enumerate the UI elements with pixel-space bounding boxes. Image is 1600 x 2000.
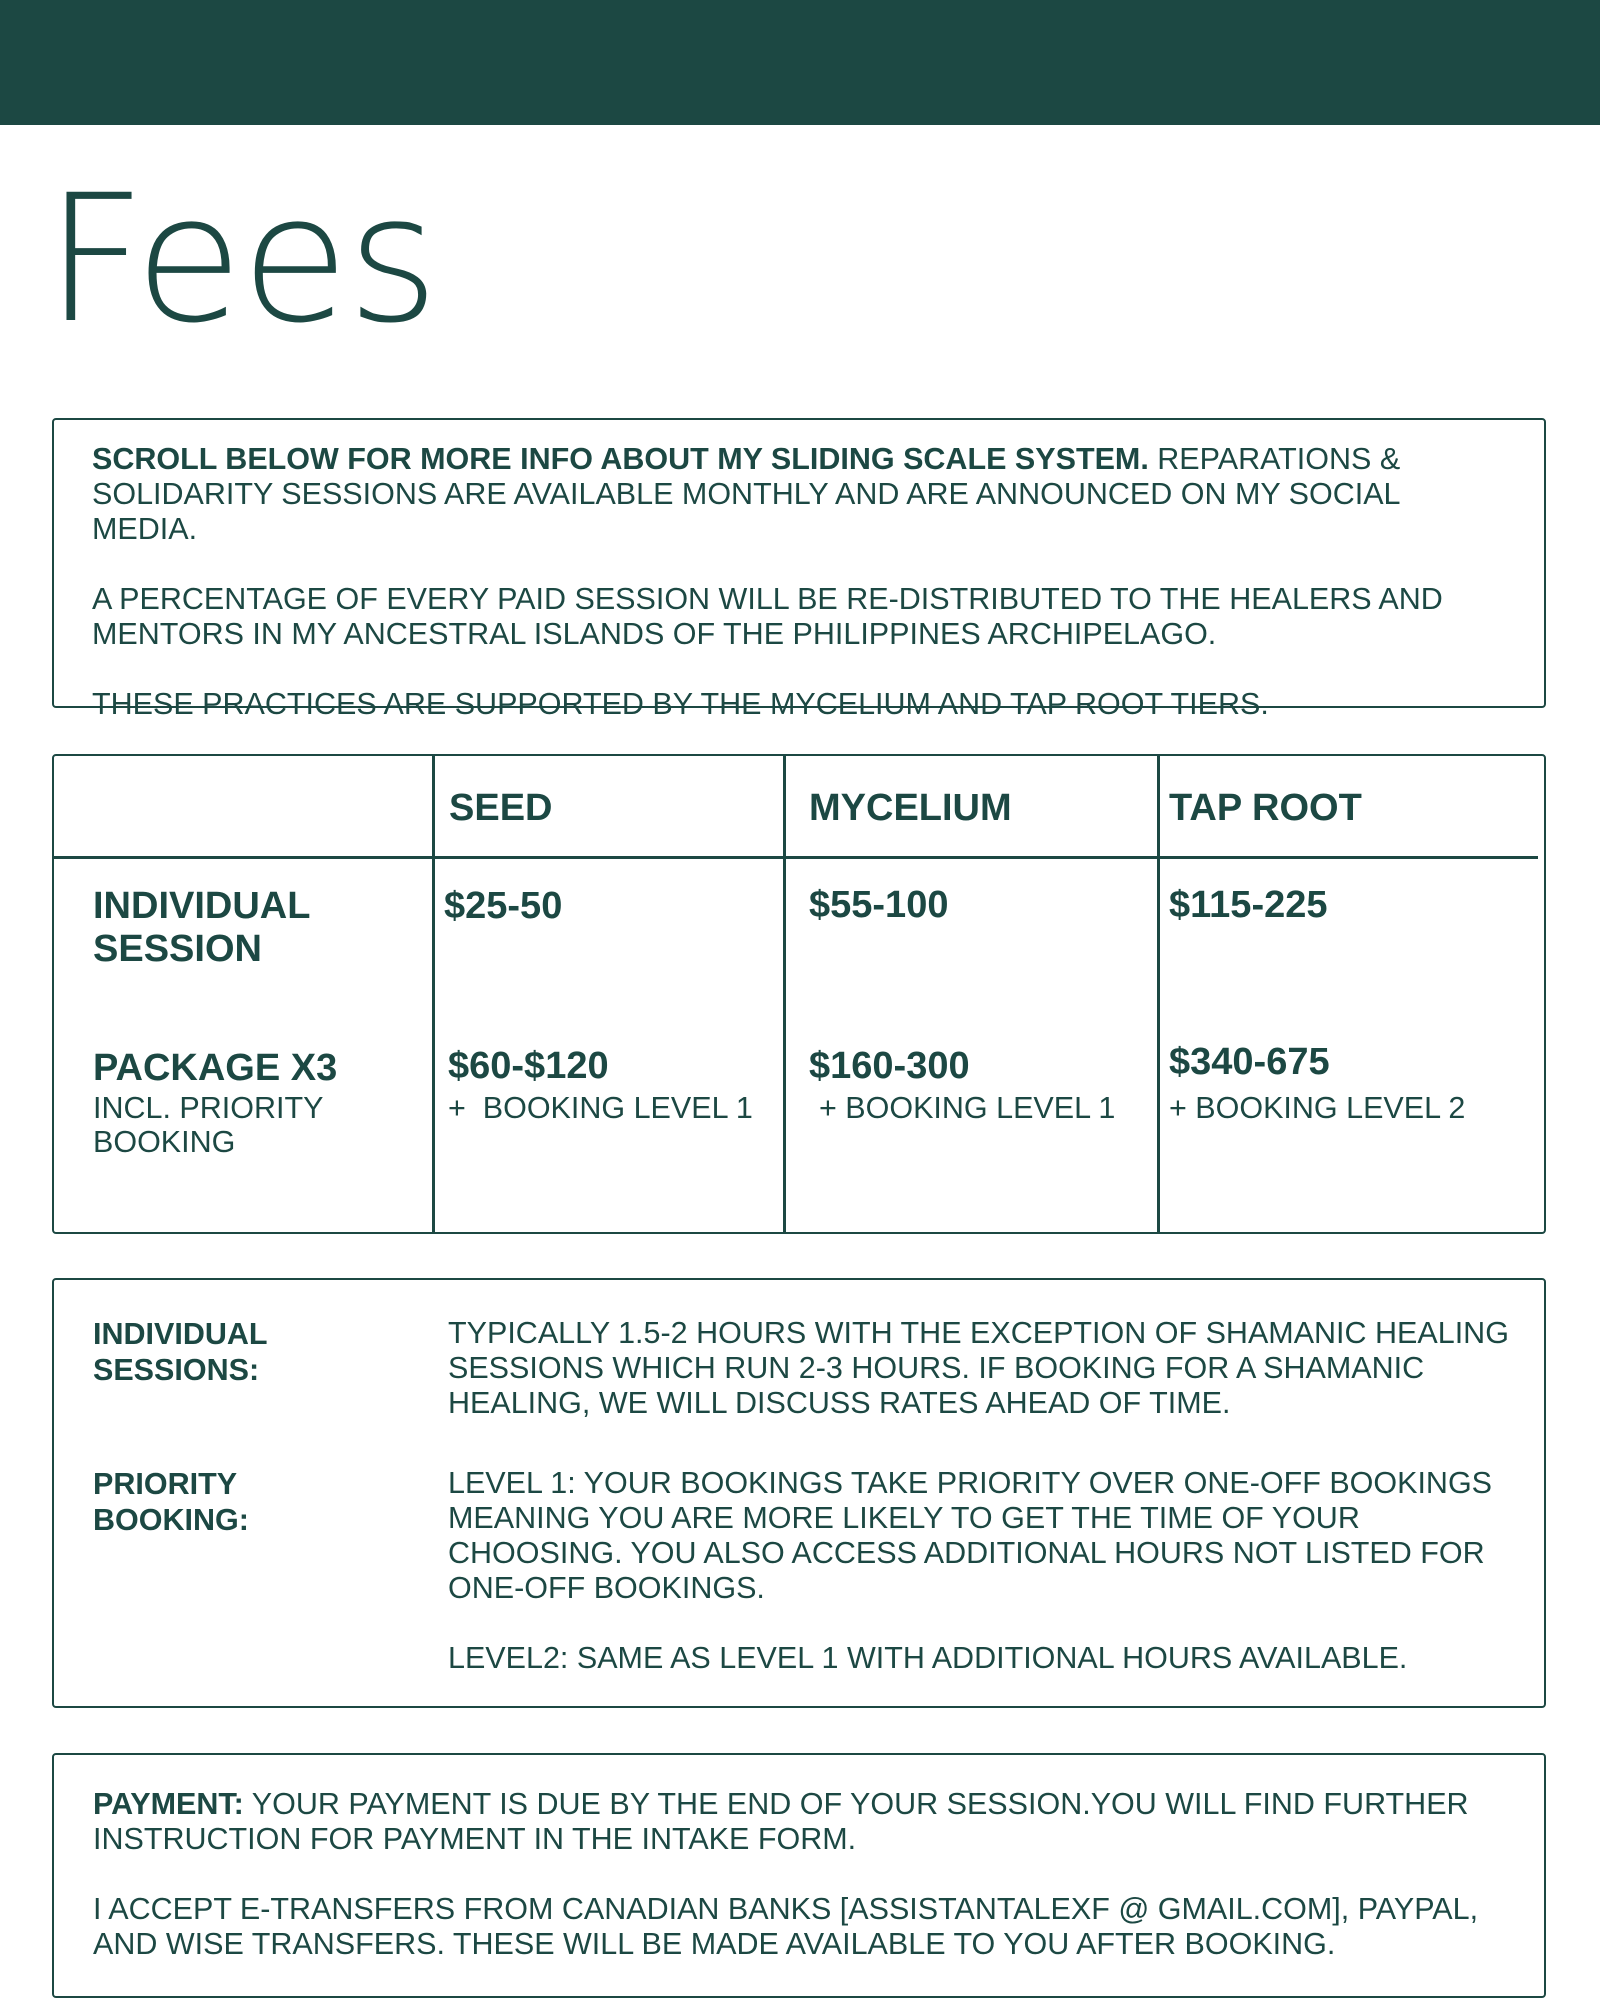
- intro-paragraph-3: THESE PRACTICES ARE SUPPORTED BY THE MYCELIUM AND TAP ROOT TIERS.: [92, 687, 1269, 721]
- page-title: Fees: [45, 157, 437, 362]
- top-banner: [0, 0, 1600, 125]
- column-divider: [783, 756, 786, 1232]
- price-seed-individual: $25-50: [444, 885, 563, 927]
- price-mycelium-package: $160-300: [809, 1045, 970, 1087]
- intro-lead-rest: REPARATIONS & SOLIDARITY SESSIONS ARE AVAILABLE MONTHLY AND ARE ANNOUNCED ON MY SOCIAL MEDIA.: [92, 442, 1401, 546]
- row-label-package: PACKAGE X3: [93, 1047, 338, 1089]
- definition-label-priority: PRIORITY: [93, 1467, 238, 1501]
- price-tap-root-package: $340-675: [1169, 1041, 1330, 1083]
- extra-tap-root-package: + BOOKING LEVEL 2: [1169, 1091, 1466, 1125]
- intro-box: [52, 418, 1546, 721]
- column-header-seed: SEED: [449, 787, 553, 829]
- column-divider: [432, 756, 435, 1232]
- column-header-mycelium: MYCELIUM: [809, 787, 1012, 829]
- payment-bold-lead: PAYMENT:: [93, 1787, 244, 1821]
- column-header-tap-root: TAP ROOT: [1169, 787, 1362, 829]
- intro-paragraph-1: [92, 442, 1508, 547]
- column-divider: [1157, 756, 1160, 1232]
- definition-text-level1: LEVEL 1: YOUR BOOKINGS TAKE PRIORITY OVER ONE-OFF BOOKINGS MEANING YOU ARE MORE LIKELY TO GET THE TIME OF YOUR CHOOSING. YOU ALSO ACCESS ADDITIONAL HOURS NOT LISTED FOR ONE-OFF BOOKINGS.: [448, 1466, 1493, 1605]
- row-label-session: SESSION: [93, 928, 262, 970]
- extra-seed-package: + BOOKING LEVEL 1: [448, 1091, 753, 1125]
- intro-bold-lead: SCROLL BELOW FOR MORE INFO ABOUT MY SLIDING SCALE SYSTEM.: [92, 442, 1149, 476]
- price-seed-package: $60-$120: [448, 1045, 609, 1087]
- fee-table: [52, 754, 1546, 1234]
- payment-box: [52, 1753, 1546, 1998]
- definition-text-individual: TYPICALLY 1.5-2 HOURS WITH THE EXCEPTION OF SHAMANIC HEALING SESSIONS WHICH RUN 2-3 HOURS. IF BOOKING FOR A SHAMANIC HEALING, WE WILL DISCUSS RATES AHEAD OF TIME.: [448, 1316, 1509, 1420]
- extra-mycelium-package: + BOOKING LEVEL 1: [819, 1091, 1116, 1125]
- payment-paragraph-1: [93, 1787, 1508, 1857]
- row-label-individual: INDIVIDUAL: [93, 885, 311, 927]
- definition-label-individual: INDIVIDUAL: [93, 1317, 268, 1351]
- price-tap-root-individual: $115-225: [1169, 884, 1328, 926]
- row-sublabel-booking: BOOKING: [93, 1125, 236, 1159]
- payment-paragraph-2: I ACCEPT E-TRANSFERS FROM CANADIAN BANKS [ASSISTANTALEXF @ GMAIL.COM], PAYPAL, AND WISE TRANSFERS. THESE WILL BE MADE AVAILABLE TO YOU AFTER BOOKING.: [93, 1892, 1479, 1961]
- definition-label-sessions: SESSIONS:: [93, 1353, 260, 1387]
- price-mycelium-individual: $55-100: [809, 884, 949, 926]
- row-sublabel-priority: INCL. PRIORITY: [93, 1091, 324, 1125]
- header-divider: [54, 856, 1538, 859]
- definition-text-level2: LEVEL2: SAME AS LEVEL 1 WITH ADDITIONAL HOURS AVAILABLE.: [448, 1641, 1408, 1675]
- definitions-box: [52, 1278, 1546, 1708]
- intro-paragraph-2: A PERCENTAGE OF EVERY PAID SESSION WILL BE RE-DISTRIBUTED TO THE HEALERS AND MENTORS IN MY ANCESTRAL ISLANDS OF THE PHILIPPINES ARCHIPELAGO.: [92, 582, 1443, 651]
- definition-label-booking: BOOKING:: [93, 1503, 249, 1537]
- payment-lead-rest: YOUR PAYMENT IS DUE BY THE END OF YOUR SESSION.YOU WILL FIND FURTHER INSTRUCTION FOR PAYMENT IN THE INTAKE FORM.: [93, 1787, 1469, 1856]
